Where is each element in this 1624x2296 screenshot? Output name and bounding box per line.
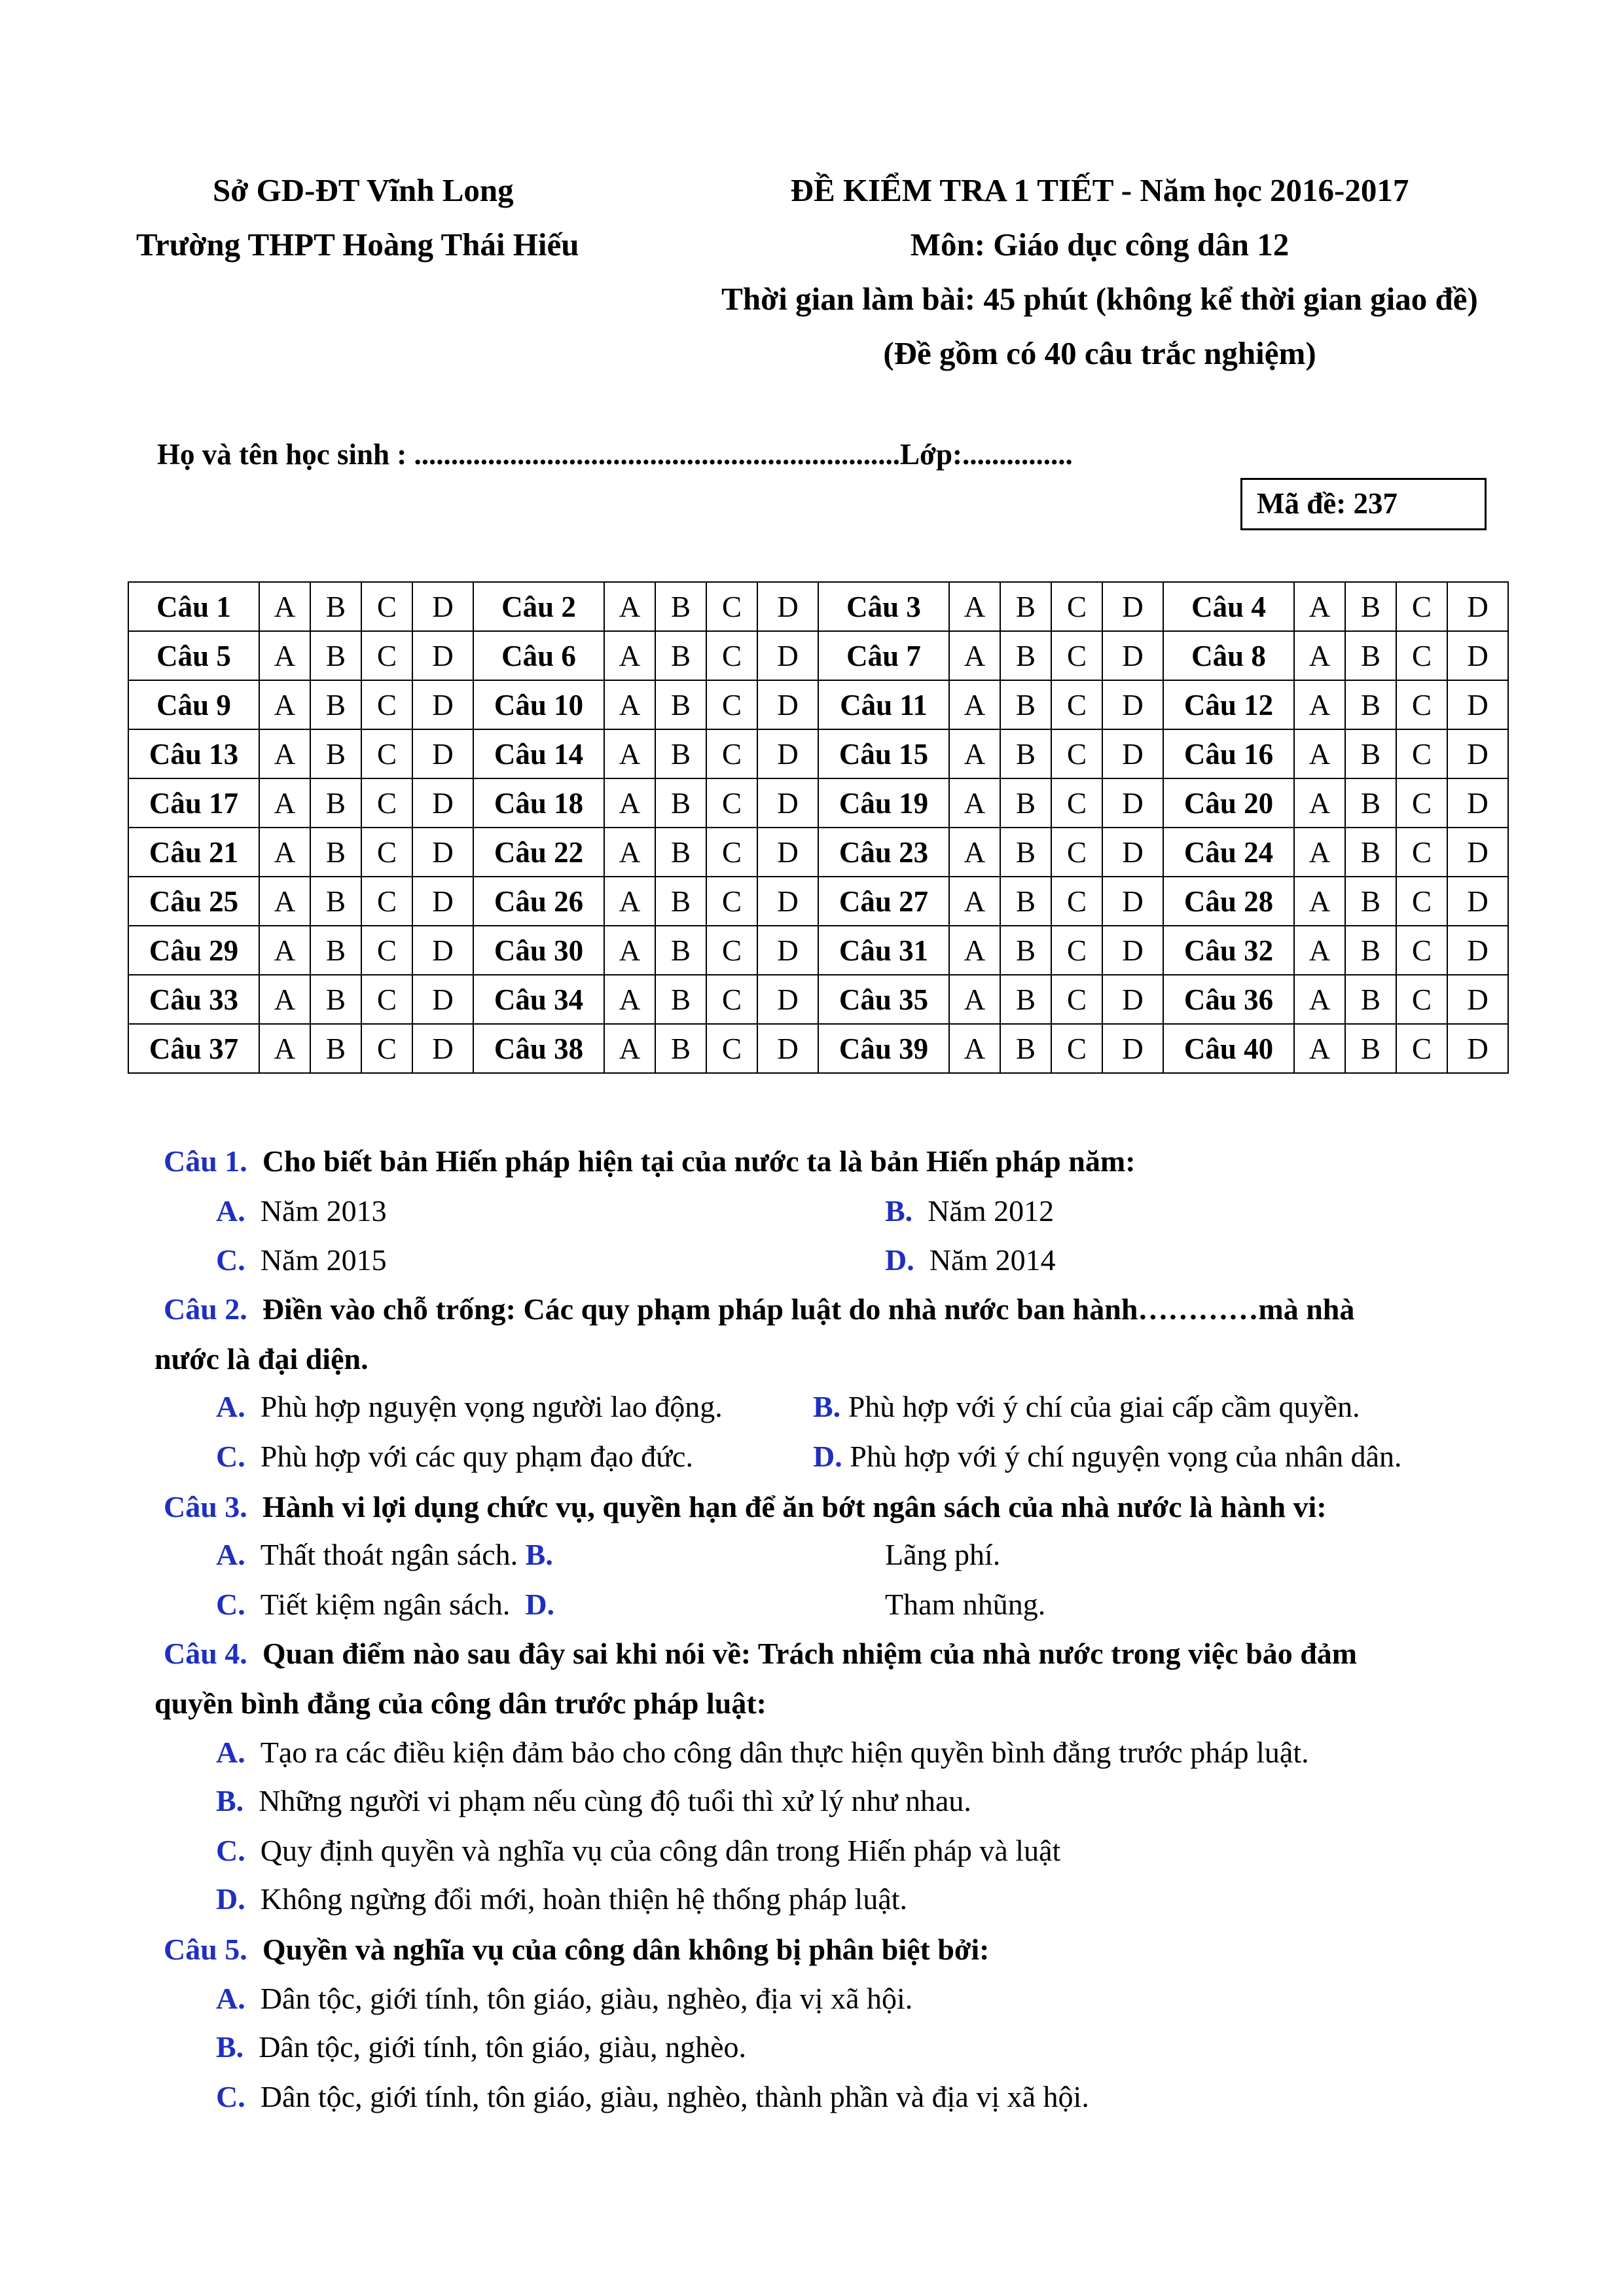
question-2	[164, 1285, 1354, 1334]
grid-option-d[interactable]: D	[757, 778, 818, 828]
grid-question-label: Câu 11	[818, 680, 949, 729]
grid-question-label: Câu 36	[1163, 975, 1294, 1024]
grid-option-c[interactable]: C	[1051, 729, 1102, 778]
answer-option	[813, 1383, 1360, 1431]
answer-letter: B.	[813, 1390, 841, 1423]
grid-option-d[interactable]: D	[1447, 975, 1508, 1024]
grid-option-b[interactable]: B	[310, 631, 361, 680]
answer-option	[216, 2023, 746, 2071]
grid-option-b[interactable]: B	[1345, 926, 1396, 975]
grid-option-d[interactable]: D	[1102, 631, 1163, 680]
grid-option-b[interactable]: B	[1345, 828, 1396, 877]
question-text: Điền vào chỗ trống: Các quy phạm pháp luật do nhà nước ban hành…………mà nhà	[262, 1292, 1355, 1326]
grid-question-label: Câu 8	[1163, 631, 1294, 680]
answer-letter: A.	[216, 1390, 245, 1423]
answer-option	[885, 1236, 1056, 1285]
answer-grid-row	[128, 729, 1508, 778]
grid-option-c[interactable]: C	[1396, 1024, 1447, 1073]
grid-question-label: Câu 24	[1163, 828, 1294, 877]
answer-grid	[128, 581, 1509, 1074]
answer-text: Tiết kiệm ngân sách.	[260, 1588, 511, 1621]
grid-option-a[interactable]: A	[949, 1024, 1000, 1073]
grid-option-b[interactable]: B	[1000, 631, 1051, 680]
question-text: Cho biết bản Hiến pháp hiện tại của nước ta là bản Hiến pháp năm:	[262, 1144, 1136, 1178]
grid-option-b[interactable]: B	[310, 582, 361, 631]
grid-option-a[interactable]: A	[604, 631, 655, 680]
grid-option-b[interactable]: B	[1345, 877, 1396, 926]
grid-option-b[interactable]: B	[310, 926, 361, 975]
grid-option-a[interactable]: A	[949, 926, 1000, 975]
grid-option-a[interactable]: A	[1294, 1024, 1345, 1073]
grid-option-d[interactable]: D	[412, 975, 473, 1024]
grid-option-b[interactable]: B	[1345, 680, 1396, 729]
answer-option	[216, 2073, 1089, 2121]
answer-text: Năm 2014	[929, 1243, 1056, 1277]
grid-option-b[interactable]: B	[1000, 680, 1051, 729]
answer-option	[216, 1580, 554, 1629]
grid-option-d[interactable]: D	[1102, 975, 1163, 1024]
grid-option-a[interactable]: A	[259, 828, 310, 877]
grid-option-c[interactable]: C	[1051, 778, 1102, 828]
grid-option-a[interactable]: A	[1294, 828, 1345, 877]
question-3	[164, 1482, 1327, 1532]
grid-option-a[interactable]: A	[604, 975, 655, 1024]
answer-text: Dân tộc, giới tính, tôn giáo, giàu, nghèo, thành phần và địa vị xã hội.	[260, 2080, 1089, 2113]
grid-option-c[interactable]: C	[706, 729, 757, 778]
grid-option-c[interactable]: C	[1051, 680, 1102, 729]
grid-option-b[interactable]: B	[655, 729, 706, 778]
grid-option-d[interactable]: D	[757, 680, 818, 729]
grid-option-a[interactable]: A	[949, 778, 1000, 828]
grid-question-label: Câu 15	[818, 729, 949, 778]
grid-option-c[interactable]: C	[1396, 778, 1447, 828]
grid-option-c[interactable]: C	[706, 1024, 757, 1073]
grid-option-c[interactable]: C	[1396, 582, 1447, 631]
question-2-continuation: nước là đại diện.	[154, 1342, 369, 1376]
grid-option-b[interactable]: B	[1000, 1024, 1051, 1073]
grid-option-a[interactable]: A	[1294, 877, 1345, 926]
grid-question-label: Câu 33	[128, 975, 259, 1024]
answer-text: Không ngừng đổi mới, hoàn thiện hệ thống pháp luật.	[260, 1882, 908, 1916]
grid-option-c[interactable]: C	[706, 778, 757, 828]
grid-question-label: Câu 6	[473, 631, 604, 680]
question-5	[164, 1925, 989, 1975]
answer-text: Phù hợp với ý chí của giai cấp cầm quyền.	[848, 1390, 1360, 1423]
grid-option-c[interactable]: C	[1396, 828, 1447, 877]
grid-question-label: Câu 1	[128, 582, 259, 631]
grid-question-label: Câu 4	[1163, 582, 1294, 631]
grid-option-d[interactable]: D	[1447, 778, 1508, 828]
grid-question-label: Câu 21	[128, 828, 259, 877]
grid-option-c[interactable]: C	[361, 1024, 412, 1073]
grid-option-d[interactable]: D	[1447, 828, 1508, 877]
grid-option-a[interactable]: A	[259, 582, 310, 631]
grid-option-d[interactable]: D	[757, 631, 818, 680]
grid-option-d[interactable]: D	[412, 828, 473, 877]
question-text: Quyền và nghĩa vụ của công dân không bị phân biệt bởi:	[262, 1933, 990, 1966]
answer-letter: B.	[216, 2030, 244, 2064]
grid-option-b[interactable]: B	[1345, 631, 1396, 680]
grid-question-label: Câu 40	[1163, 1024, 1294, 1073]
grid-option-b[interactable]: B	[310, 778, 361, 828]
grid-option-a[interactable]: A	[604, 828, 655, 877]
grid-question-label: Câu 29	[128, 926, 259, 975]
answer-option	[216, 1777, 971, 1825]
grid-option-b[interactable]: B	[1000, 828, 1051, 877]
answer-grid-row	[128, 975, 1508, 1024]
grid-option-a[interactable]: A	[604, 582, 655, 631]
grid-option-b[interactable]: B	[655, 680, 706, 729]
grid-option-d[interactable]: D	[757, 877, 818, 926]
grid-question-label: Câu 22	[473, 828, 604, 877]
grid-option-a[interactable]: A	[1294, 729, 1345, 778]
grid-option-c[interactable]: C	[706, 680, 757, 729]
exam-code-box	[1240, 478, 1487, 530]
question-text: Quan điểm nào sau đây sai khi nói về: Trách nhiệm của nhà nước trong việc bảo đảm	[262, 1637, 1358, 1670]
grid-question-label: Câu 16	[1163, 729, 1294, 778]
grid-option-b[interactable]: B	[655, 582, 706, 631]
grid-option-b[interactable]: B	[1000, 877, 1051, 926]
grid-option-c[interactable]: C	[361, 729, 412, 778]
grid-option-d[interactable]: D	[1447, 1024, 1508, 1073]
grid-option-d[interactable]: D	[1447, 877, 1508, 926]
grid-option-d[interactable]: D	[412, 680, 473, 729]
grid-question-label: Câu 34	[473, 975, 604, 1024]
question-number: Câu 3.	[164, 1490, 247, 1523]
grid-option-c[interactable]: C	[361, 680, 412, 729]
answer-text: Phù hợp với ý chí nguyện vọng của nhân dân.	[850, 1440, 1402, 1473]
answer-letter: A.	[216, 1538, 245, 1571]
grid-option-c[interactable]: C	[1396, 729, 1447, 778]
grid-option-c[interactable]: C	[1051, 582, 1102, 631]
answer-letter: B.	[525, 1538, 553, 1571]
grid-option-c[interactable]: C	[361, 877, 412, 926]
answer-text: Tạo ra các điều kiện đảm bảo cho công dân thực hiện quyền bình đẳng trước pháp luật.	[260, 1736, 1309, 1769]
answer-option	[216, 1432, 693, 1481]
grid-option-d[interactable]: D	[412, 729, 473, 778]
exam-duration: Thời gian làm bài: 45 phút (không kể thời gian giao đề)	[721, 281, 1478, 317]
grid-option-b[interactable]: B	[655, 631, 706, 680]
grid-question-label: Câu 5	[128, 631, 259, 680]
grid-option-a[interactable]: A	[259, 926, 310, 975]
grid-question-label: Câu 26	[473, 877, 604, 926]
grid-option-a[interactable]: A	[949, 729, 1000, 778]
grid-option-b[interactable]: B	[1000, 778, 1051, 828]
answer-option	[216, 1236, 387, 1285]
grid-option-d[interactable]: D	[412, 778, 473, 828]
grid-question-label: Câu 3	[818, 582, 949, 631]
answer-letter: D.	[216, 1882, 245, 1916]
grid-option-b[interactable]: B	[655, 1024, 706, 1073]
grid-option-b[interactable]: B	[1000, 582, 1051, 631]
answer-letter: D.	[885, 1243, 914, 1277]
grid-option-a[interactable]: A	[604, 1024, 655, 1073]
grid-option-c[interactable]: C	[1051, 828, 1102, 877]
answer-letter: C.	[216, 2080, 245, 2113]
grid-question-label: Câu 10	[473, 680, 604, 729]
grid-option-b[interactable]: B	[1000, 729, 1051, 778]
grid-option-d[interactable]: D	[757, 582, 818, 631]
grid-option-b[interactable]: B	[310, 1024, 361, 1073]
grid-question-label: Câu 17	[128, 778, 259, 828]
grid-option-c[interactable]: C	[1051, 631, 1102, 680]
answer-letter: D.	[813, 1440, 842, 1473]
grid-question-label: Câu 32	[1163, 926, 1294, 975]
answer-grid-row	[128, 778, 1508, 828]
grid-option-a[interactable]: A	[1294, 631, 1345, 680]
grid-option-a[interactable]: A	[949, 828, 1000, 877]
grid-option-a[interactable]: A	[1294, 778, 1345, 828]
grid-option-c[interactable]: C	[1051, 1024, 1102, 1073]
answer-letter: B.	[216, 1784, 244, 1817]
grid-option-d[interactable]: D	[412, 926, 473, 975]
grid-option-b[interactable]: B	[1345, 975, 1396, 1024]
grid-option-d[interactable]: D	[1447, 582, 1508, 631]
grid-option-a[interactable]: A	[1294, 926, 1345, 975]
grid-option-d[interactable]: D	[757, 828, 818, 877]
grid-option-d[interactable]: D	[412, 877, 473, 926]
grid-option-a[interactable]: A	[259, 975, 310, 1024]
answer-letter: A.	[216, 1736, 245, 1769]
grid-question-label: Câu 9	[128, 680, 259, 729]
answer-grid-row	[128, 1024, 1508, 1073]
grid-question-label: Câu 27	[818, 877, 949, 926]
answer-letter: A.	[216, 1982, 245, 2015]
grid-option-a[interactable]: A	[604, 680, 655, 729]
grid-option-b[interactable]: B	[1345, 1024, 1396, 1073]
grid-option-d[interactable]: D	[412, 582, 473, 631]
grid-option-b[interactable]: B	[310, 877, 361, 926]
grid-question-label: Câu 13	[128, 729, 259, 778]
grid-option-d[interactable]: D	[757, 926, 818, 975]
grid-option-c[interactable]: C	[706, 975, 757, 1024]
grid-option-c[interactable]: C	[1051, 975, 1102, 1024]
grid-option-d[interactable]: D	[1102, 926, 1163, 975]
question-4-continuation: quyền bình đẳng của công dân trước pháp luật:	[154, 1686, 767, 1720]
grid-option-a[interactable]: A	[604, 778, 655, 828]
question-number: Câu 1.	[164, 1144, 247, 1178]
grid-option-a[interactable]: A	[949, 680, 1000, 729]
grid-option-d[interactable]: D	[1102, 1024, 1163, 1073]
grid-question-label: Câu 19	[818, 778, 949, 828]
grid-option-a[interactable]: A	[949, 975, 1000, 1024]
grid-option-a[interactable]: A	[1294, 582, 1345, 631]
grid-question-label: Câu 14	[473, 729, 604, 778]
answer-option	[216, 1875, 907, 1923]
grid-option-a[interactable]: A	[1294, 975, 1345, 1024]
grid-option-c[interactable]: C	[706, 582, 757, 631]
grid-option-c[interactable]: C	[1051, 926, 1102, 975]
grid-question-label: Câu 20	[1163, 778, 1294, 828]
answer-letter: C.	[216, 1834, 245, 1867]
grid-option-d[interactable]: D	[757, 975, 818, 1024]
grid-option-a[interactable]: A	[1294, 680, 1345, 729]
grid-question-label: Câu 7	[818, 631, 949, 680]
grid-option-c[interactable]: C	[706, 631, 757, 680]
grid-option-a[interactable]: A	[949, 582, 1000, 631]
grid-option-c[interactable]: C	[706, 926, 757, 975]
question-number: Câu 4.	[164, 1637, 247, 1670]
grid-option-c[interactable]: C	[1396, 926, 1447, 975]
answer-letter: A.	[216, 1194, 245, 1228]
exam-code: Mã đề: 237	[1257, 487, 1398, 520]
grid-option-d[interactable]: D	[1102, 680, 1163, 729]
grid-option-c[interactable]: C	[361, 582, 412, 631]
student-info-line: Họ và tên học sinh : ..................................................................Lớp:...............	[157, 438, 1073, 471]
grid-option-d[interactable]: D	[412, 1024, 473, 1073]
exam-title: ĐỀ KIỂM TRA 1 TIẾT - Năm học 2016-2017	[790, 172, 1409, 208]
grid-option-b[interactable]: B	[1345, 729, 1396, 778]
answer-option	[216, 1531, 553, 1579]
grid-option-a[interactable]: A	[259, 729, 310, 778]
grid-option-a[interactable]: A	[949, 631, 1000, 680]
answer-text: Năm 2012	[928, 1194, 1055, 1228]
answer-text: Lãng phí.	[885, 1538, 1001, 1571]
answer-grid-row	[128, 926, 1508, 975]
school-name: Trường THPT Hoàng Thái Hiếu	[136, 227, 579, 263]
grid-option-c[interactable]: C	[1396, 975, 1447, 1024]
answer-text: Phù hợp nguyện vọng người lao động.	[260, 1390, 723, 1423]
grid-option-a[interactable]: A	[604, 729, 655, 778]
grid-question-label: Câu 12	[1163, 680, 1294, 729]
grid-option-d[interactable]: D	[1447, 729, 1508, 778]
answer-text: Năm 2015	[260, 1243, 387, 1277]
answer-grid-row	[128, 877, 1508, 926]
answer-option	[216, 1383, 723, 1431]
grid-option-c[interactable]: C	[1396, 631, 1447, 680]
grid-option-b[interactable]: B	[655, 778, 706, 828]
answer-grid-row	[128, 582, 1508, 631]
grid-option-c[interactable]: C	[1051, 877, 1102, 926]
grid-option-c[interactable]: C	[361, 926, 412, 975]
grid-option-a[interactable]: A	[949, 877, 1000, 926]
grid-option-a[interactable]: A	[259, 778, 310, 828]
grid-option-c[interactable]: C	[1396, 877, 1447, 926]
grid-option-a[interactable]: A	[259, 680, 310, 729]
grid-question-label: Câu 28	[1163, 877, 1294, 926]
answer-grid-row	[128, 828, 1508, 877]
grid-option-d[interactable]: D	[1447, 631, 1508, 680]
grid-option-b[interactable]: B	[310, 729, 361, 778]
answer-option	[216, 1187, 387, 1235]
question-4	[164, 1629, 1357, 1679]
answer-text: Những người vi phạm nếu cùng độ tuổi thì xử lý như nhau.	[259, 1784, 971, 1817]
answer-text: Phù hợp với các quy phạm đạo đức.	[260, 1440, 693, 1473]
grid-question-label: Câu 39	[818, 1024, 949, 1073]
answer-text: Dân tộc, giới tính, tôn giáo, giàu, nghèo.	[259, 2030, 747, 2064]
answer-text: Dân tộc, giới tính, tôn giáo, giàu, nghèo, địa vị xã hội.	[260, 1982, 913, 2015]
grid-option-d[interactable]: D	[412, 631, 473, 680]
grid-option-d[interactable]: D	[1102, 778, 1163, 828]
answer-letter: C.	[216, 1588, 245, 1621]
grid-option-a[interactable]: A	[259, 1024, 310, 1073]
grid-option-b[interactable]: B	[310, 680, 361, 729]
answer-grid-row	[128, 631, 1508, 680]
grid-option-c[interactable]: C	[361, 778, 412, 828]
grid-question-label: Câu 31	[818, 926, 949, 975]
answer-letter: D.	[525, 1588, 555, 1621]
grid-option-d[interactable]: D	[1447, 926, 1508, 975]
grid-option-d[interactable]: D	[1102, 877, 1163, 926]
answer-grid-row	[128, 680, 1508, 729]
grid-option-b[interactable]: B	[1000, 926, 1051, 975]
grid-option-b[interactable]: B	[655, 828, 706, 877]
question-number: Câu 5.	[164, 1933, 247, 1966]
grid-question-label: Câu 2	[473, 582, 604, 631]
answer-option	[216, 1827, 1060, 1875]
grid-question-label: Câu 30	[473, 926, 604, 975]
grid-question-label: Câu 38	[473, 1024, 604, 1073]
grid-option-b[interactable]: B	[1345, 582, 1396, 631]
grid-option-c[interactable]: C	[361, 828, 412, 877]
grid-question-label: Câu 37	[128, 1024, 259, 1073]
grid-option-d[interactable]: D	[757, 1024, 818, 1073]
answer-option	[216, 1728, 1309, 1777]
grid-question-label: Câu 25	[128, 877, 259, 926]
grid-option-d[interactable]: D	[1102, 582, 1163, 631]
answer-text: Tham nhũng.	[885, 1588, 1046, 1621]
exam-subject: Môn: Giáo dục công dân 12	[910, 227, 1290, 263]
answer-option	[216, 1975, 912, 2023]
grid-option-b[interactable]: B	[310, 828, 361, 877]
grid-option-c[interactable]: C	[706, 877, 757, 926]
answer-text: Thất thoát ngân sách.	[260, 1538, 518, 1571]
grid-option-d[interactable]: D	[1102, 729, 1163, 778]
answer-option	[885, 1187, 1054, 1235]
grid-option-b[interactable]: B	[1345, 778, 1396, 828]
answer-text: Năm 2013	[260, 1194, 387, 1228]
department-name: Sở GD-ĐT Vĩnh Long	[213, 172, 514, 208]
answer-text: Quy định quyền và nghĩa vụ của công dân trong Hiến pháp và luật	[260, 1834, 1061, 1867]
grid-option-c[interactable]: C	[361, 975, 412, 1024]
question-count: (Đề gồm có 40 câu trắc nghiệm)	[883, 335, 1316, 371]
grid-option-d[interactable]: D	[1447, 680, 1508, 729]
grid-option-b[interactable]: B	[655, 926, 706, 975]
answer-letter: C.	[216, 1440, 245, 1473]
grid-option-c[interactable]: C	[1396, 680, 1447, 729]
grid-option-b[interactable]: B	[655, 975, 706, 1024]
answer-letter: C.	[216, 1243, 245, 1277]
question-text: Hành vi lợi dụng chức vụ, quyền hạn để ăn bớt ngân sách của nhà nước là hành vi:	[262, 1490, 1327, 1523]
grid-option-a[interactable]: A	[604, 877, 655, 926]
grid-option-a[interactable]: A	[259, 877, 310, 926]
grid-option-b[interactable]: B	[310, 975, 361, 1024]
question-number: Câu 2.	[164, 1292, 247, 1326]
grid-option-d[interactable]: D	[757, 729, 818, 778]
grid-question-label: Câu 23	[818, 828, 949, 877]
grid-option-c[interactable]: C	[361, 631, 412, 680]
answer-option	[813, 1432, 1402, 1481]
grid-question-label: Câu 35	[818, 975, 949, 1024]
grid-option-b[interactable]: B	[1000, 975, 1051, 1024]
grid-option-b[interactable]: B	[655, 877, 706, 926]
grid-option-a[interactable]: A	[259, 631, 310, 680]
grid-option-c[interactable]: C	[706, 828, 757, 877]
answer-letter: B.	[885, 1194, 913, 1228]
grid-option-a[interactable]: A	[604, 926, 655, 975]
question-1	[164, 1137, 1136, 1186]
grid-question-label: Câu 18	[473, 778, 604, 828]
grid-option-d[interactable]: D	[1102, 828, 1163, 877]
